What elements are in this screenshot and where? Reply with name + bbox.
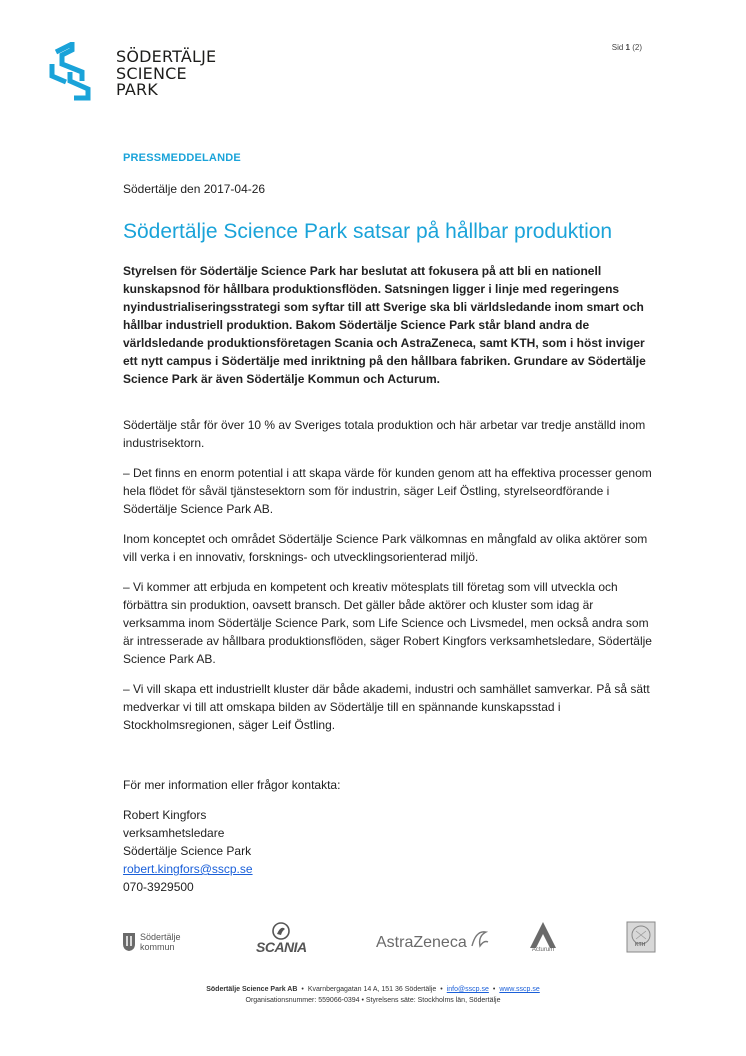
kommun-line-2: kommun: [140, 942, 175, 952]
page-footer: [0, 984, 746, 1006]
lead-paragraph: Styrelsen för Södertälje Science Park har beslutat att fokusera på att bli en nationell kunskapsnod för hållbara produktionsflöden. Satsningen ligger i linje med regeringens nyindustrialiseringsstrategi som syftar till att Sverige ska bli världsledande inom smart och hållbar industriell produktion. Bakom Södertälje Science Park står bland andra de världsledande produktionsföretagen Scania och AstraZeneca, samt KTH, som i höst inviger ett nytt campus i Södertälje med inriktning på den hållbara fabriken. Grundare av Södertälje Science Park är även Södertälje Kommun och Acturum.: [123, 264, 646, 386]
acturum-logo: [528, 920, 558, 953]
footer-line-2: Organisationsnummer: 559066-0394 • Styrelsens säte: Stockholms län, Södertälje: [245, 997, 501, 1004]
astrazeneca-wordmark: AstraZeneca: [376, 934, 467, 951]
acturum-wordmark: Acturum: [531, 947, 555, 953]
footer-line-1: Södertälje Science Park AB • Kvarnbergagatan 14 A, 151 36 Södertälje • info@sscp.se • www.sscp.se: [206, 986, 540, 993]
footer-email-link[interactable]: info@sscp.se: [446, 986, 489, 993]
page-number: [612, 43, 642, 52]
page-current: 1: [625, 43, 630, 52]
sscp-logo: [46, 42, 246, 102]
kth-wordmark: KTH: [635, 942, 646, 948]
press-body: [123, 262, 653, 746]
body-paragraph-5: – Vi vill skapa ett industriellt kluster där både akademi, industri och samhället samverkar. På så sätt medverkar vi till att omskapa bilden av Södertälje till en spännande kunskapsstad i Stockholmsregionen, säger Leif Östling.: [123, 682, 650, 732]
scania-logo: [256, 922, 307, 955]
griffin-icon: [270, 922, 292, 940]
astrazeneca-swirl-icon: [468, 928, 490, 950]
footer-company: Södertälje Science Park AB: [206, 986, 298, 993]
kth-logo: [626, 921, 656, 953]
logo-line-3: PARK: [116, 80, 158, 99]
shield-icon: [122, 932, 136, 952]
logo-line-2: SCIENCE: [116, 63, 187, 83]
body-paragraph-2: – Det finns en enorm potential i att skapa värde för kunden genom att ha effektiva processer genom hela flödet för såväl tjänstesektorn som för industrin, säger Leif Östling, styrelseordförande i Södertälje Science Park AB.: [123, 466, 652, 516]
astrazeneca-logo: [376, 934, 490, 952]
document-type-label: PRESSMEDDELANDE: [123, 152, 241, 164]
sscp-logo-icon: [46, 42, 106, 102]
page-total: (2): [632, 43, 642, 52]
contact-intro: För mer information eller frågor kontakta:: [123, 778, 341, 792]
body-paragraph-4: – Vi kommer att erbjuda en kompetent och kreativ mötesplats till företag som vill utveckla och förbättra sin produktion, oavsett bransch. Det gäller både aktörer och kluster som idag är verksamma inom Södertälje Science Park, som Life Science och Livsmedel, men också andra som är intresserade av hållbara produktionsflöden, säger Robert Kingfors verksamhetsledare, Södertälje Science Park AB.: [123, 580, 652, 666]
document-date: Södertälje den 2017-04-26: [123, 182, 266, 196]
body-paragraph-1: Södertälje står för över 10 % av Sveriges totala produktion och här arbetar var tredje anställd inom industrisektorn.: [123, 418, 646, 450]
page-prefix: Sid: [611, 43, 626, 52]
contact-title: verksamhetsledare: [123, 826, 225, 840]
contact-phone: 070-3929500: [123, 880, 194, 894]
logo-line-1: SÖDERTÄLJE: [116, 47, 217, 66]
partner-logos: [0, 920, 746, 966]
logo-wordmark: [116, 49, 216, 99]
kth-crest-icon: [626, 921, 656, 953]
body-paragraph-3: Inom konceptet och området Södertälje Science Park välkomnas en mångfald av olika aktörer som vill verka i en innovativ, forsknings- och utvecklingsorienterad miljö.: [123, 532, 648, 564]
acturum-a-icon: [528, 920, 558, 950]
sodertalje-kommun-logo: [122, 932, 181, 952]
page-title: Södertälje Science Park satsar på hållbar produktion: [123, 220, 613, 243]
contact-org: Södertälje Science Park: [123, 844, 252, 858]
contact-name: Robert Kingfors: [123, 808, 207, 822]
contact-block: [123, 776, 340, 896]
contact-email-link[interactable]: robert.kingfors@sscp.se: [123, 862, 253, 876]
footer-web-link[interactable]: www.sscp.se: [499, 986, 540, 993]
footer-address: Kvarnbergagatan 14 A, 151 36 Södertälje: [307, 986, 437, 993]
kommun-line-1: Södertälje: [140, 932, 181, 942]
scania-wordmark: SCANIA: [256, 939, 307, 955]
